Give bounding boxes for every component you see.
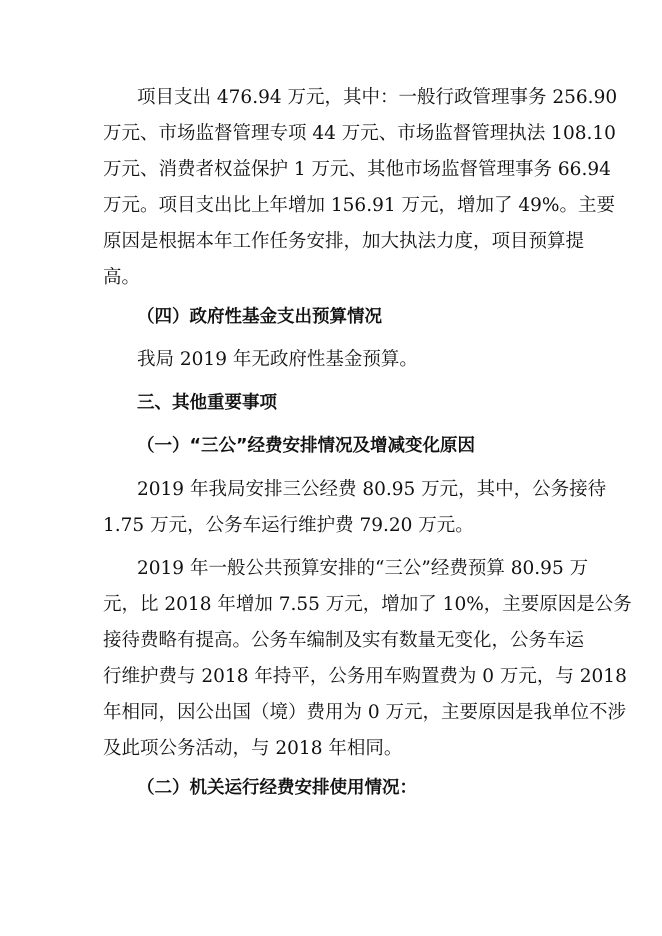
section-heading: （四）政府性基金支出预算情况: [137, 307, 382, 327]
paragraph-line: 接待费略有提高。公务车编制及实有数量无变化，公务车运: [103, 630, 585, 651]
paragraph-line: 万元、市场监督管理专项 44 万元、市场监督管理执法 108.10: [103, 123, 616, 144]
paragraph-line: 项目支出 476.94 万元，其中：一般行政管理事务 256.90: [137, 87, 618, 108]
paragraph-line: 万元、消费者权益保护 1 万元、其他市场监督管理事务 66.94: [103, 159, 611, 180]
paragraph-line: 元，比 2018 年增加 7.55 万元，增加了 10%，主要原因是公务: [103, 594, 632, 615]
paragraph-line: 及此项公务活动，与 2018 年相同。: [103, 738, 403, 759]
paragraph-line: 我局 2019 年无政府性基金预算。: [137, 349, 418, 370]
section-heading: 三、其他重要事项: [137, 393, 277, 413]
paragraph-line: 1.75 万元，公务车运行维护费 79.20 万元。: [103, 515, 474, 536]
subsection-heading: （一）“三公”经费安排情况及增减变化原因: [137, 436, 476, 456]
paragraph-line: 万元。项目支出比上年增加 156.91 万元，增加了 49%。主要: [103, 195, 615, 216]
paragraph-line: 行维护费与 2018 年持平，公务用车购置费为 0 万元，与 2018: [103, 666, 627, 687]
paragraph-line: 原因是根据本年工作任务安排，加大执法力度，项目预算提: [103, 231, 585, 252]
paragraph-line: 高。: [103, 267, 141, 288]
paragraph-line: 2019 年我局安排三公经费 80.95 万元，其中，公务接待: [137, 479, 607, 500]
paragraph-line: 2019 年一般公共预算安排的“三公”经费预算 80.95 万: [137, 558, 589, 579]
subsection-heading: （二）机关运行经费安排使用情况：: [137, 778, 417, 798]
paragraph-line: 年相同，因公出国（境）费用为 0 万元，主要原因是我单位不涉: [103, 702, 627, 723]
